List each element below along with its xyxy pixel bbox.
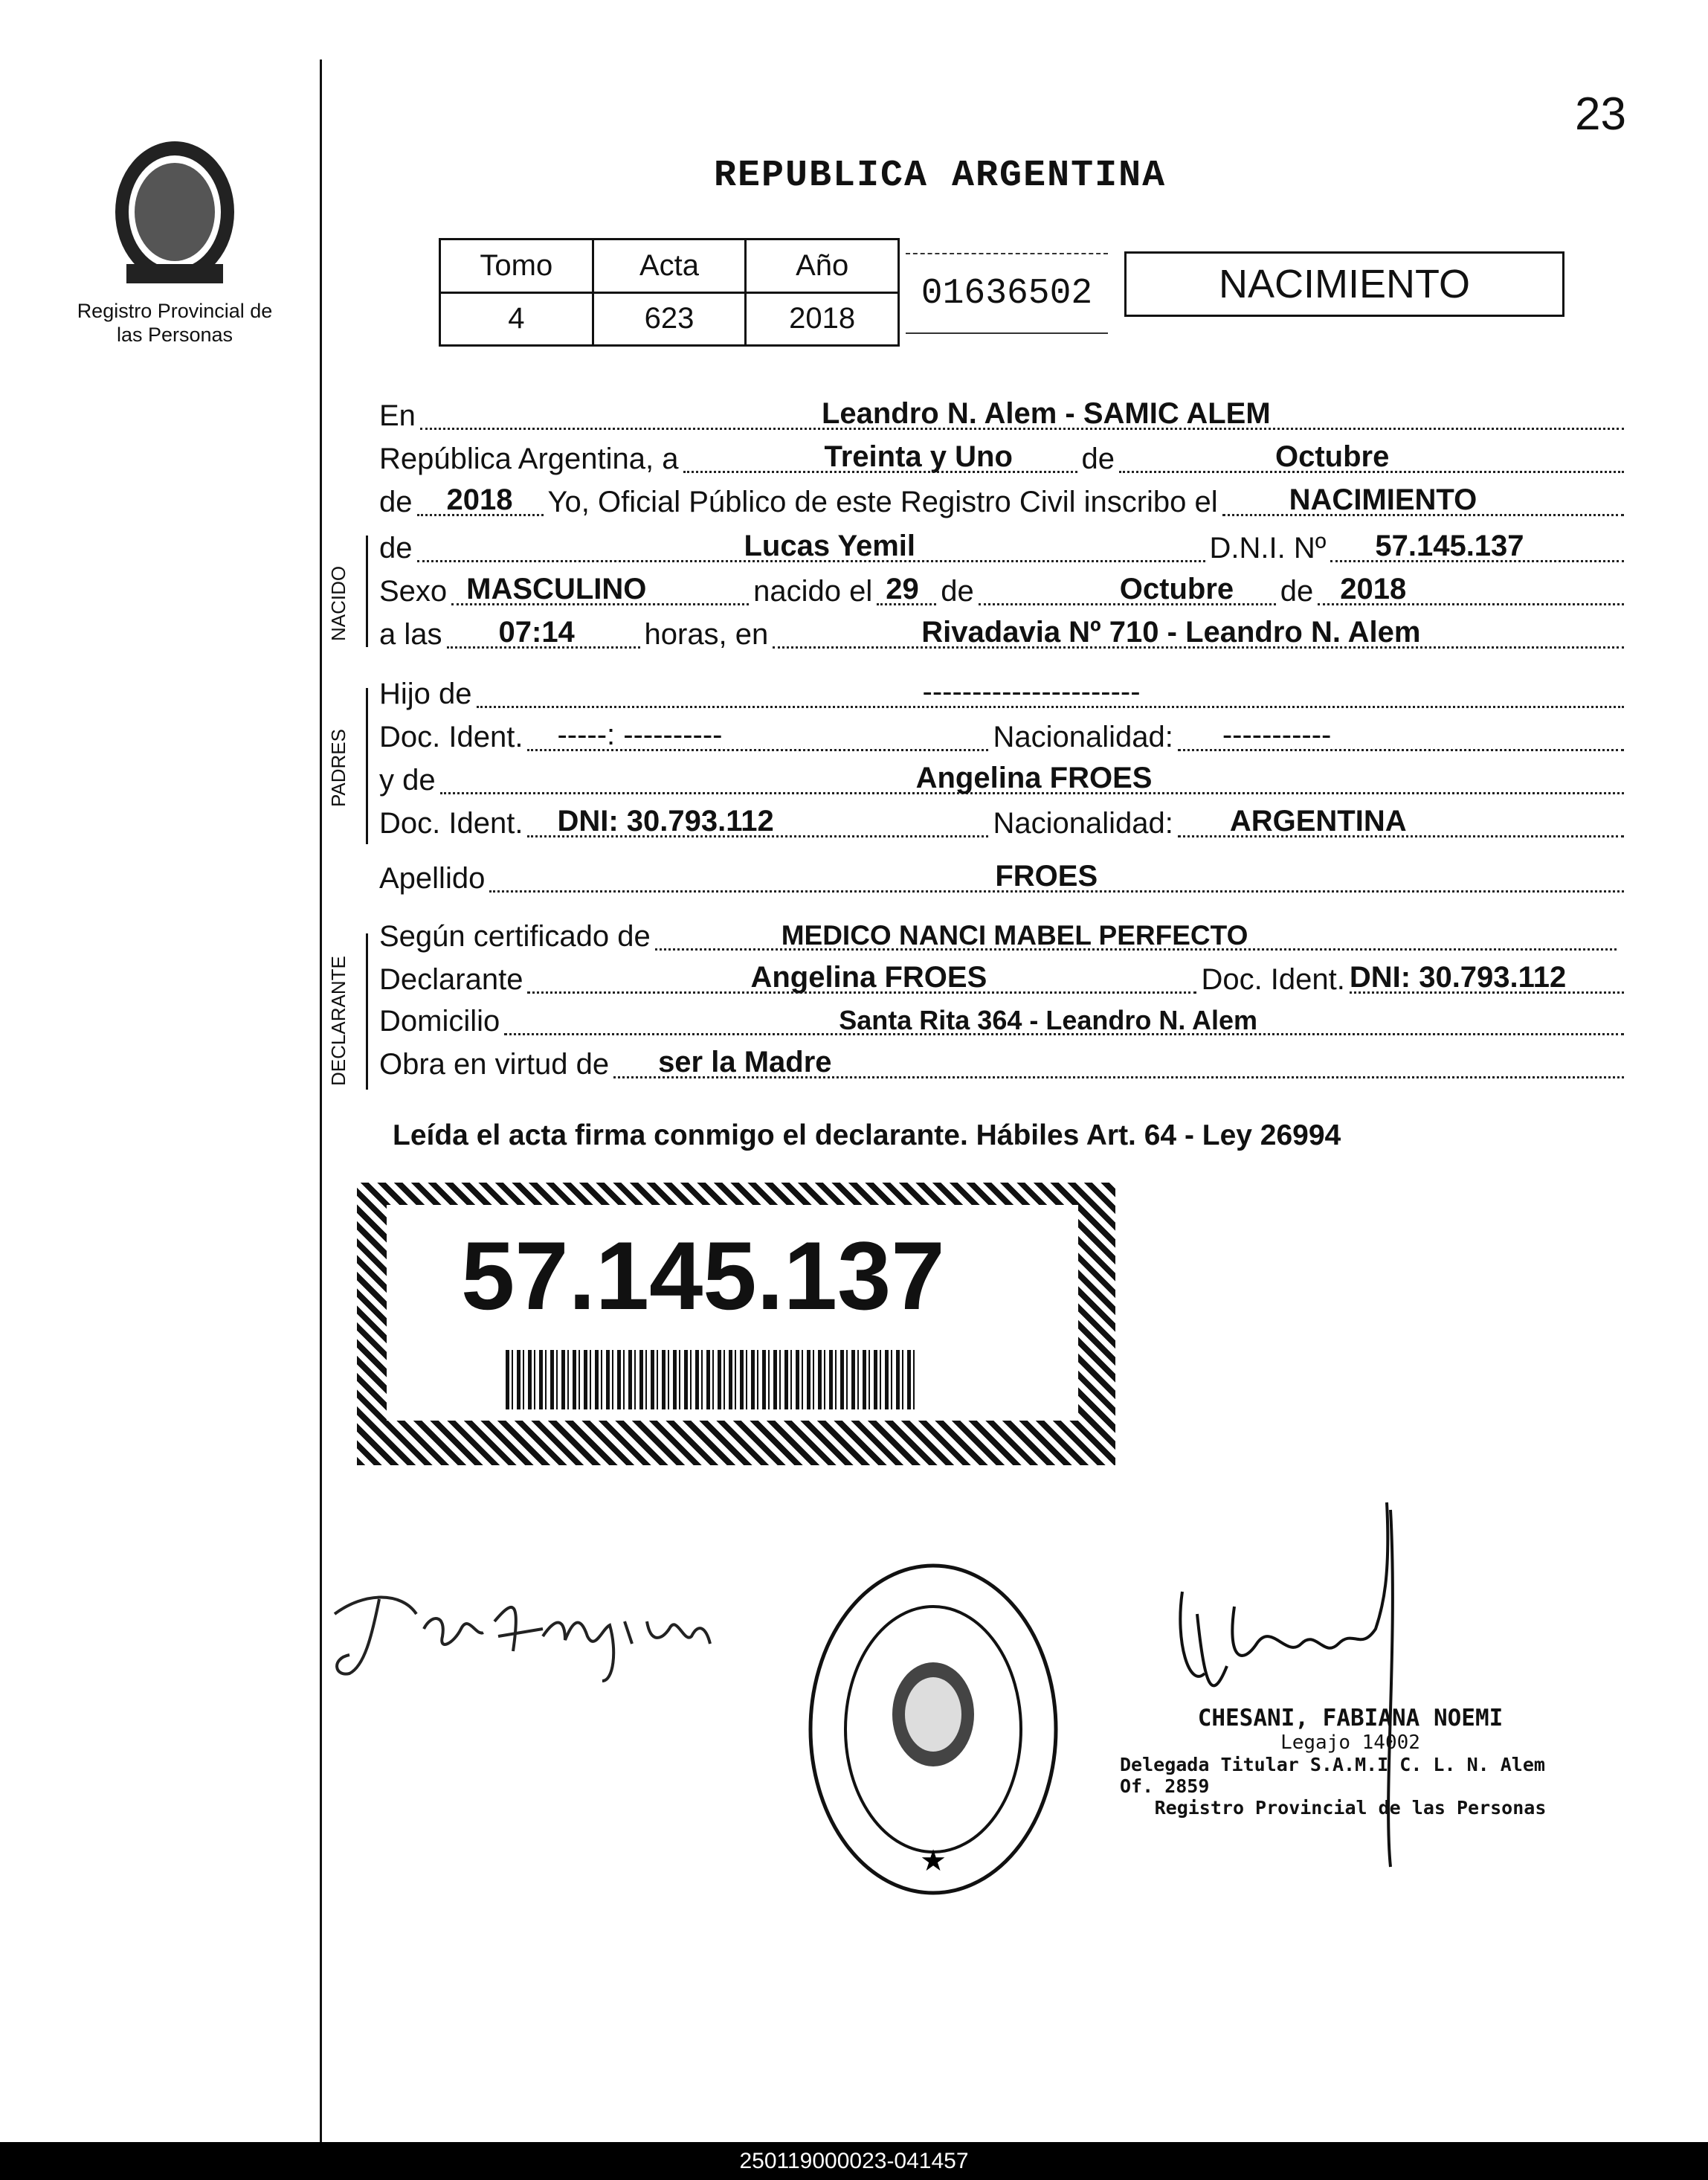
official-seal [803, 1558, 1063, 1904]
father-value: ---------------------- [922, 675, 1141, 708]
logo-caption: Registro Provincial de las Personas [77, 300, 273, 346]
side-label-declarante: DECLARANTE [327, 956, 349, 1086]
nacido-bracket [366, 536, 368, 647]
page-number: 23 [1575, 89, 1626, 140]
declarant-name: Angelina FROES [750, 961, 987, 994]
mother-nationality: ARGENTINA [1229, 805, 1407, 837]
tomo-acta-anio-table [439, 238, 900, 347]
line-doc1: Doc. Ident. -----: ---------- Nacionalidad: ----------- [379, 716, 1628, 759]
year-value: 2018 [446, 483, 513, 516]
line-apellido: Apellido FROES [379, 857, 1628, 900]
officer-role: Delegada Titular S.A.M.I C. L. N. Alem Of. 2859 [1120, 1754, 1545, 1797]
doc-type-box: NACIMIENTO [1124, 251, 1564, 317]
sticker-number: 57.145.137 [461, 1221, 945, 1330]
line-declarante: Declarante Angelina FROES Doc. Ident. DNI: 30.793.112 [379, 958, 1628, 1001]
father-nationality: ----------- [1222, 718, 1332, 751]
birth-day: 29 [886, 573, 919, 605]
side-label-nacido: NACIDO [327, 565, 349, 641]
place-value: Leandro N. Alem - SAMIC ALEM [821, 397, 1271, 430]
officer-registry: Registro Provincial de las Personas [1154, 1797, 1547, 1819]
value-tomo: 4 [440, 292, 593, 346]
padres-bracket [366, 688, 368, 844]
side-label-padres: PADRES [327, 729, 349, 807]
birth-month: Octubre [1119, 573, 1234, 605]
birth-place: Rivadavia Nº 710 - Leandro N. Alem [921, 616, 1421, 649]
line-en: En Leandro N. Alem - SAMIC ALEM [379, 394, 1628, 437]
header-anio: Año [746, 239, 899, 293]
officer-legajo: Legajo 14002 [1280, 1732, 1420, 1754]
officer-stamp [1120, 1705, 1581, 1819]
certificate-value: MEDICO NANCI MABEL PERFECTO [781, 920, 1248, 951]
officer-name: CHESANI, FABIANA NOEMI [1197, 1705, 1504, 1732]
line-domicilio: Domicilio Santa Rita 364 - Leandro N. Alem [379, 1000, 1628, 1043]
serial-stamp: 01636502 [906, 253, 1108, 334]
line-madre: y de Angelina FROES [379, 759, 1628, 802]
line-certificado: Según certificado de MEDICO NANCI MABEL PERFECTO [379, 915, 1621, 958]
line-doc2: Doc. Ident. DNI: 30.793.112 Nacionalidad: ARGENTINA [379, 802, 1628, 845]
header-acta: Acta [593, 239, 746, 293]
value-acta: 623 [593, 292, 746, 346]
value-anio: 2018 [746, 292, 899, 346]
line-obra: Obra en virtud de ser la Madre [379, 1043, 1628, 1086]
father-doc: -----: ---------- [557, 718, 723, 751]
footer-code: 250119000023-041457 [739, 2148, 969, 2173]
barcode [506, 1350, 915, 1409]
act-value: NACIMIENTO [1289, 483, 1477, 516]
reason-value: ser la Madre [658, 1046, 832, 1078]
line-nombre: de Lucas Yemil D.N.I. Nº 57.145.137 [379, 527, 1628, 570]
form-body [379, 394, 1628, 1175]
line-fecha: República Argentina, a Treinta y Uno de Octubre [379, 437, 1628, 480]
line-hora: a las 07:14 horas, en Rivadavia Nº 710 - Leandro N. Alem [379, 613, 1628, 656]
line-hijo: Hijo de ---------------------- [379, 672, 1628, 716]
mother-name: Angelina FROES [915, 762, 1153, 794]
barcode-sticker [357, 1183, 1115, 1465]
page-title: REPUBLICA ARGENTINA [714, 155, 1167, 197]
surname-value: FROES [995, 860, 1098, 893]
misiones-logo [97, 123, 253, 294]
address-value: Santa Rita 364 - Leandro N. Alem [839, 1005, 1258, 1035]
closing-sentence: Leída el acta firma conmigo el declarante. Hábiles Art. 64 - Ley 26994 [393, 1119, 1341, 1151]
declarant-doc: DNI: 30.793.112 [1349, 961, 1567, 994]
birth-time: 07:14 [498, 616, 575, 649]
officer-signature [1167, 1495, 1413, 1885]
birth-year: 2018 [1340, 573, 1407, 605]
declarant-signature [320, 1569, 736, 1692]
declarante-bracket [366, 933, 368, 1090]
header-tomo: Tomo [440, 239, 593, 293]
sex-value: MASCULINO [466, 573, 647, 605]
day-value: Treinta y Uno [824, 440, 1013, 473]
child-dni: 57.145.137 [1375, 530, 1524, 562]
footer-code-bar [0, 2142, 1708, 2180]
line-sexo: Sexo MASCULINO nacido el 29 de Octubre de 2018 [379, 570, 1628, 613]
svg-text:★: ★ [920, 1844, 947, 1878]
mother-doc: DNI: 30.793.112 [557, 805, 774, 837]
month-value: Octubre [1275, 440, 1390, 473]
child-name: Lucas Yemil [744, 530, 916, 562]
margin-line [320, 60, 322, 2142]
line-anio: de 2018 Yo, Oficial Público de este Registro Civil inscribo el NACIMIENTO [379, 480, 1628, 524]
